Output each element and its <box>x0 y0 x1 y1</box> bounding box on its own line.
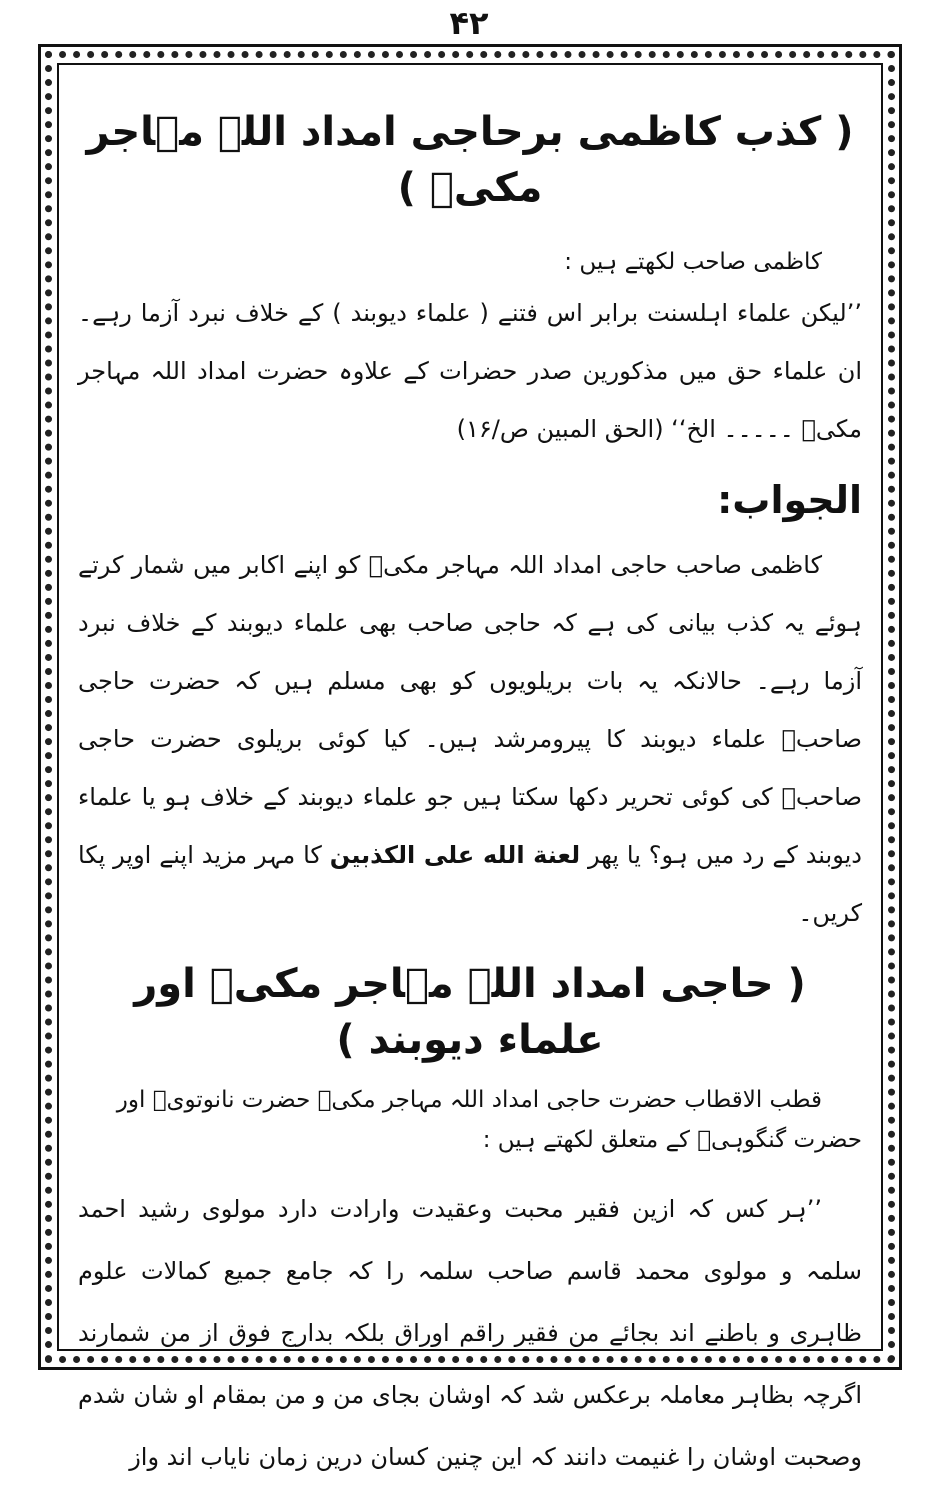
answer-heading: الجواب: <box>717 478 862 522</box>
answer-paragraph <box>78 536 862 942</box>
section-heading-1: ( کذب کاظمی برحاجی امداد اللہ مہاجر مکیؒ ) <box>86 109 854 211</box>
answer-text-1: کاظمی صاحب حاجی امداد اللہ مہاجر مکیؒ کو اپنے اکابر میں شمار کرتے ہوئے یہ کذب بیانی کی ہے کہ حاجی صاحب بھی علماء دیوبند کے خلاف نبرد آزما رہے۔ حالانکہ یہ بات بریلویوں کو بھی مسلم ہیں کہ حضرت حاجی صاحبؒ علماء دیوبند کا پیرومرشد ہیں۔ کیا کوئی بریلوی حضرت حاجی صاحبؒ کی کوئی تحریر دکھا سکتا ہیں جو علماء دیوبند کے خلاف ہو یا علماء دیوبند کے رد میں ہو؟ یا پھر <box>78 551 862 869</box>
answer-bold-phrase: لعنة الله على الكذبين <box>329 841 581 869</box>
paragraph-2: قطب الاقطاب حضرت حاجی امداد اللہ مہاجر مکیؒ حضرت نانوتویؒ اور حضرت گنگوہیؒ کے متعلق لکھتے ہیں : <box>116 1087 862 1153</box>
answer-text-2: کا مہر مزید اپنے اوپر پکا کریں۔ <box>78 841 862 927</box>
quote-2: ’’ہر کس کہ ازین فقیر محبت وعقیدت وارادت دارد مولوی رشید احمد سلمہ و مولوی محمد قاسم صاحب سلمہ را کہ جامع جمیع کمالات علوم ظاہری و باطنے اند بجائے من فقیر راقم اوراق بلکہ بدارج فوق از من شمارند اگرچہ بظاہر معاملہ برعکس شد کہ اوشان بجای من و من بمقام او شان شدم وصحبت اوشان را غنیمت دانند کہ این چنین کسان درین زمان نایاب اند واز <box>78 1195 862 1471</box>
quote-1: ’’لیکن علماء اہلسنت برابر اس فتنے ( علماء دیوبند ) کے خلاف نبرد آزما رہے۔ ان علماء حق میں مذکورین صدر حضرات کے علاوہ حضرت امداد اللہ مہاجر مکیؒ ۔۔۔۔۔ الخ‘‘ (الحق المبین ص/۱۶) <box>78 299 862 443</box>
page-content <box>78 100 862 1471</box>
page-number: ۴۲ <box>449 4 489 42</box>
intro-line: کاظمی صاحب لکھتے ہیں : <box>564 249 822 275</box>
section-heading-2: ( حاجی امداد اللہ مہاجر مکیؒ اور علماء دیوبند ) <box>134 961 806 1063</box>
